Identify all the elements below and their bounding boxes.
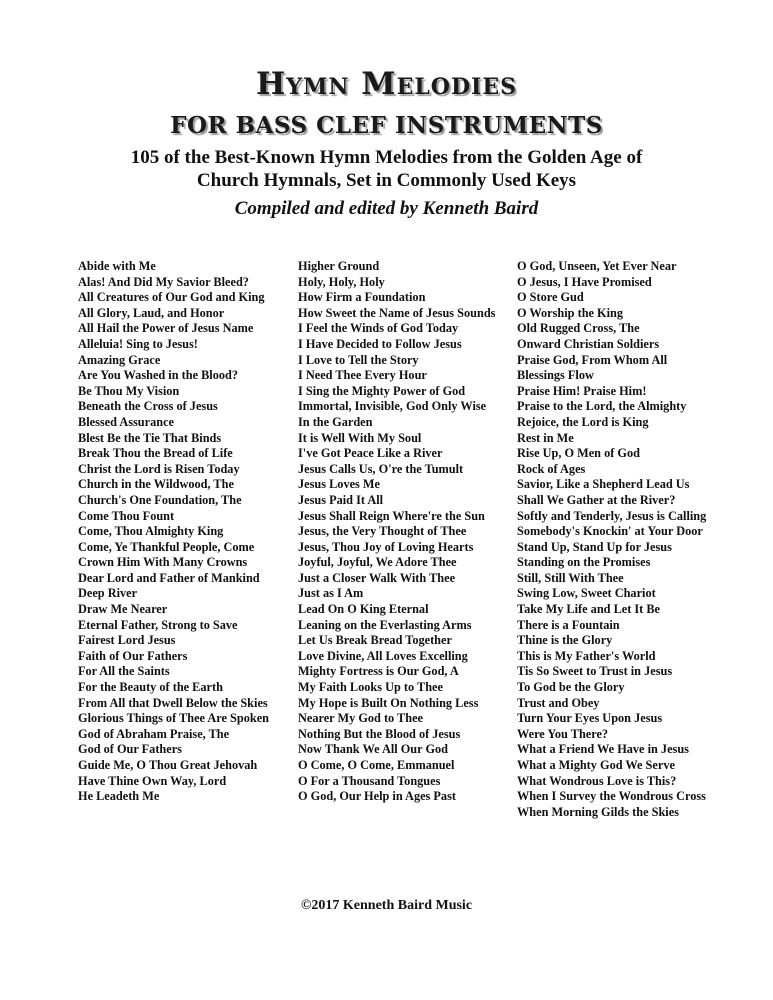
hymn-list-item: Old Rugged Cross, The [517, 321, 640, 336]
hymn-list-item: I've Got Peace Like a River [298, 446, 443, 461]
hymn-list-item: Turn Your Eyes Upon Jesus [517, 711, 663, 726]
hymn-list-item: All Glory, Laud, and Honor [78, 305, 225, 320]
hymn-list-item: O Worship the King [517, 305, 624, 320]
hymn-list-item: Glorious Things of Thee Are Spoken [78, 711, 269, 726]
hymn-list-item: Praise Him! Praise Him! [517, 383, 647, 398]
description [0, 146, 773, 192]
hymn-list-item: O Jesus, I Have Promised [517, 274, 652, 289]
hymn-list-item: Blest Be the Tie That Binds [78, 430, 222, 445]
hymn-list-item: Now Thank We All Our God [298, 742, 449, 757]
hymn-list-item: Jesus Shall Reign Where're the Sun [298, 508, 485, 523]
hymn-list-item: Leaning on the Everlasting Arms [298, 617, 472, 632]
hymn-list-item: There is a Fountain [517, 617, 620, 632]
copyright: ©2017 Kenneth Baird Music [300, 898, 473, 913]
hymn-list-item: God of Our Fathers [78, 742, 182, 757]
hymn-list-item: Stand Up, Stand Up for Jesus [517, 539, 672, 554]
hymn-list-item: For All the Saints [78, 664, 170, 679]
hymn-list-item: Blessed Assurance [78, 414, 174, 429]
hymn-list-item: Are You Washed in the Blood? [78, 368, 239, 383]
description-line-2: Church Hymnals, Set in Commonly Used Keys [196, 170, 577, 191]
hymn-list-item: Fairest Lord Jesus [78, 633, 176, 648]
hymn-list-item: Guide Me, O Thou Great Jehovah [78, 758, 258, 772]
hymn-list-item: Rise Up, O Men of God [517, 446, 640, 461]
hymn-list-item: Christ the Lord is Risen Today [78, 461, 240, 476]
hymn-list-column-2 [298, 259, 513, 805]
hymn-list-column-1 [78, 259, 293, 805]
hymn-list-item: Break Thou the Bread of Life [78, 446, 233, 461]
hymn-list-item: Nearer My God to Thee [298, 711, 423, 726]
hymn-list-item: Rock of Ages [517, 461, 586, 476]
hymn-list-item: Faith of Our Fathers [78, 648, 188, 663]
hymn-list-item: When Morning Gilds the Skies [517, 804, 679, 819]
hymn-list-item: I Love to Tell the Story [298, 352, 419, 367]
hymn-list-item: Come, Ye Thankful People, Come [78, 539, 255, 554]
hymn-list-item: I Feel the Winds of God Today [298, 321, 459, 336]
hymn-list-item: Let Us Break Bread Together [298, 633, 452, 648]
hymn-list-item: I Have Decided to Follow Jesus [298, 336, 462, 351]
hymn-list-item: What a Mighty God We Serve [517, 758, 675, 772]
hymn-list-item: Still, Still With Thee [517, 570, 624, 585]
hymn-list-item: Deep River [78, 586, 138, 601]
hymn-list-item: Just as I Am [298, 586, 364, 601]
hymn-list-item: Jesus, the Very Thought of Thee [298, 524, 467, 539]
hymn-list-item: Rest in Me [517, 430, 574, 445]
hymn-list-item: From All that Dwell Below the Skies [78, 695, 268, 710]
hymn-list-item: In the Garden [298, 414, 373, 429]
hymn-list-item: O Come, O Come, Emmanuel [298, 758, 455, 772]
hymn-list-item: Eternal Father, Strong to Save [78, 617, 238, 632]
hymn-list-item: What a Friend We Have in Jesus [517, 742, 689, 757]
hymn-list-item: Crown Him With Many Crowns [78, 555, 248, 570]
hymn-list-item: Tis So Sweet to Trust in Jesus [517, 664, 673, 679]
hymn-list-item: Praise God, From Whom All [517, 352, 668, 367]
hymn-list-item: O For a Thousand Tongues [298, 773, 441, 788]
hymn-list-item: Trust and Obey [517, 695, 600, 710]
hymn-list-item: Dear Lord and Father of Mankind [78, 570, 260, 585]
hymn-list-item: Come, Thou Almighty King [78, 524, 224, 539]
hymn-list-item: Higher Ground [298, 259, 380, 273]
hymn-list-item: Somebody's Knockin' at Your Door [517, 524, 703, 539]
hymn-list-item: Jesus Paid It All [298, 492, 384, 507]
hymn-list-item: Immortal, Invisible, God Only Wise [298, 399, 487, 414]
hymn-list-item: Abide with Me [78, 259, 156, 273]
hymn-list-item: Mighty Fortress is Our God, A [298, 664, 459, 679]
hymn-list-item: I Sing the Mighty Power of God [298, 383, 466, 398]
hymn-list-item: Swing Low, Sweet Chariot [517, 586, 656, 601]
hymn-list-item: To God be the Glory [517, 680, 625, 695]
compiled-by: Compiled and edited by Kenneth Baird [234, 198, 539, 219]
hymn-list-item: Blessings Flow [517, 368, 594, 383]
hymn-list-item: Holy, Holy, Holy [298, 274, 385, 289]
hymn-list-item: Thine is the Glory [517, 633, 613, 648]
hymn-list-item: Alas! And Did My Savior Bleed? [78, 274, 249, 289]
hymn-list-item: My Faith Looks Up to Thee [298, 680, 443, 695]
hymn-list-item: Alleluia! Sing to Jesus! [78, 336, 198, 351]
hymn-list-item: Savior, Like a Shepherd Lead Us [517, 477, 690, 492]
hymn-list-column-3 [517, 259, 732, 820]
hymn-list-item: Rejoice, the Lord is King [517, 414, 649, 429]
hymn-list-item: Amazing Grace [78, 352, 161, 367]
page-title: Hymn Melodies [256, 66, 517, 102]
hymn-list-item: All Hail the Power of Jesus Name [78, 321, 254, 336]
hymn-list-item: Onward Christian Soldiers [517, 336, 660, 351]
hymn-list-item: When I Survey the Wondrous Cross [517, 789, 706, 804]
hymn-list-item: For the Beauty of the Earth [78, 680, 223, 695]
hymn-list-item: Come Thou Fount [78, 508, 175, 523]
hymn-list-item: Nothing But the Blood of Jesus [298, 726, 461, 741]
hymn-list-item: What Wondrous Love is This? [517, 773, 677, 788]
hymn-list-item: Praise to the Lord, the Almighty [517, 399, 687, 414]
hymn-list-item: It is Well With My Soul [298, 430, 422, 445]
hymn-list-item: My Hope is Built On Nothing Less [298, 695, 479, 710]
hymn-list-item: How Firm a Foundation [298, 290, 426, 305]
hymn-list-item: Jesus Loves Me [298, 477, 380, 492]
hymn-list-item: Have Thine Own Way, Lord [78, 773, 227, 788]
hymn-list-item: Church's One Foundation, The [78, 492, 242, 507]
page-subtitle: FOR BASS CLEF INSTRUMENTS [170, 112, 603, 139]
hymn-list-item: O God, Unseen, Yet Ever Near [517, 259, 677, 273]
hymn-list-item: O Store Gud [517, 290, 584, 305]
hymn-list-item: This is My Father's World [517, 648, 656, 663]
hymn-list-item: Jesus Calls Us, O're the Tumult [298, 461, 464, 476]
hymn-list-item: He Leadeth Me [78, 789, 160, 804]
description-line-1: 105 of the Best-Known Hymn Melodies from the Golden Age of [130, 147, 643, 168]
hymn-list-item: Be Thou My Vision [78, 383, 180, 398]
hymn-list-item: Beneath the Cross of Jesus [78, 399, 218, 414]
hymn-list-item: Shall We Gather at the River? [517, 492, 676, 507]
hymn-list-item: Take My Life and Let It Be [517, 602, 661, 617]
hymn-list-item: Softly and Tenderly, Jesus is Calling [517, 508, 707, 523]
hymn-list-item: Were You There? [517, 726, 609, 741]
hymn-list-item: Love Divine, All Loves Excelling [298, 648, 468, 663]
hymn-list-item: Just a Closer Walk With Thee [298, 570, 456, 585]
hymn-list-item: Standing on the Promises [517, 555, 651, 570]
hymn-list-item: Draw Me Nearer [78, 602, 168, 617]
hymn-list-item: How Sweet the Name of Jesus Sounds [298, 305, 496, 320]
hymn-list-item: God of Abraham Praise, The [78, 726, 230, 741]
hymn-list-item: O God, Our Help in Ages Past [298, 789, 456, 804]
hymn-list-item: Lead On O King Eternal [298, 602, 429, 617]
hymn-list-item: I Need Thee Every Hour [298, 368, 427, 383]
hymn-list-item: Church in the Wildwood, The [78, 477, 234, 492]
hymn-list-item: Joyful, Joyful, We Adore Thee [298, 555, 457, 570]
hymn-list-item: All Creatures of Our God and King [78, 290, 265, 305]
hymn-list-item: Jesus, Thou Joy of Loving Hearts [298, 539, 474, 554]
